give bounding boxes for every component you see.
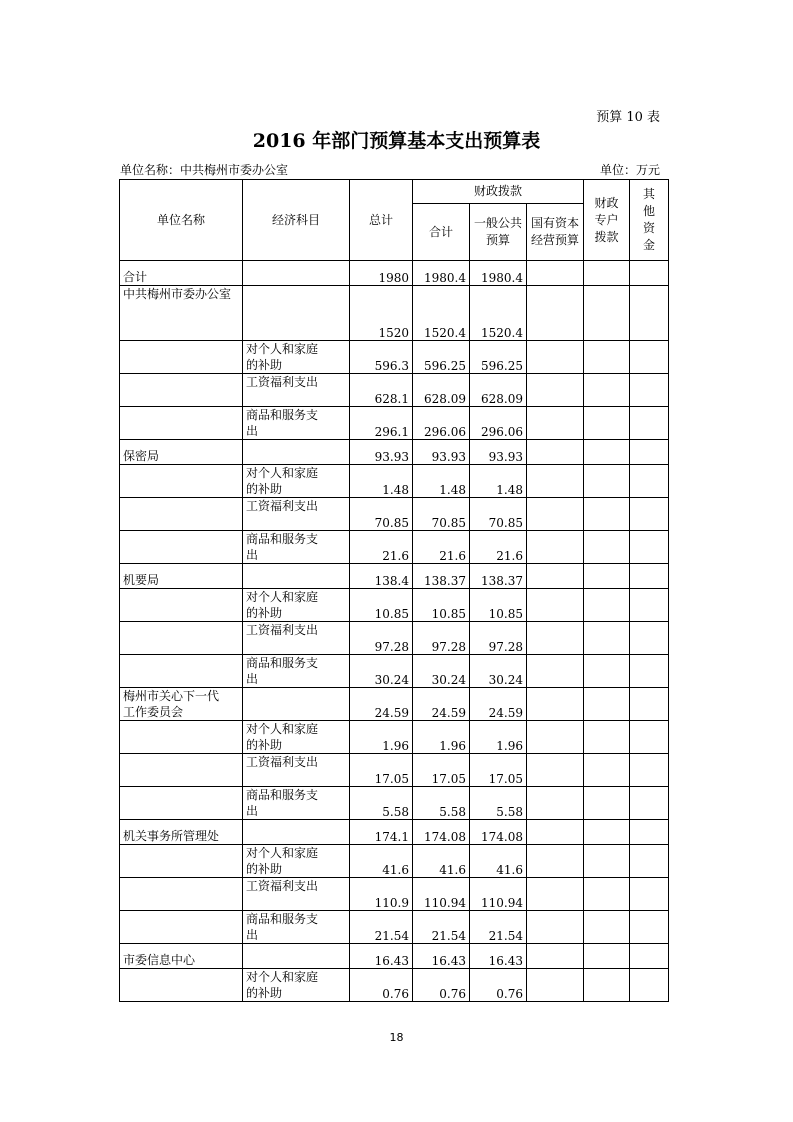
general-budget-cell: 628.09 bbox=[470, 374, 527, 407]
total-cell: 21.54 bbox=[350, 911, 413, 944]
subtotal-cell: 16.43 bbox=[413, 944, 470, 969]
economic-item-cell: 商品和服务支出 bbox=[243, 787, 350, 820]
other-funds-cell bbox=[630, 407, 669, 440]
economic-item-cell bbox=[243, 944, 350, 969]
economic-item-cell bbox=[243, 440, 350, 465]
state-capital-cell bbox=[527, 498, 584, 531]
total-cell: 1980 bbox=[350, 261, 413, 286]
other-funds-cell bbox=[630, 820, 669, 845]
total-cell: 1520 bbox=[350, 286, 413, 341]
unit-name-cell bbox=[120, 465, 243, 498]
unit-name-cell: 保密局 bbox=[120, 440, 243, 465]
economic-item-cell: 工资福利支出 bbox=[243, 754, 350, 787]
unit-name-cell bbox=[120, 374, 243, 407]
special-account-cell bbox=[584, 407, 630, 440]
subtotal-cell: 24.59 bbox=[413, 688, 470, 721]
table-row bbox=[120, 721, 669, 754]
other-funds-cell bbox=[630, 622, 669, 655]
state-capital-cell bbox=[527, 688, 584, 721]
subtotal-cell: 97.28 bbox=[413, 622, 470, 655]
table-row bbox=[120, 911, 669, 944]
total-cell: 174.1 bbox=[350, 820, 413, 845]
other-funds-cell bbox=[630, 878, 669, 911]
table-row bbox=[120, 374, 669, 407]
state-capital-cell bbox=[527, 754, 584, 787]
state-capital-cell bbox=[527, 878, 584, 911]
table-row bbox=[120, 787, 669, 820]
economic-item-cell bbox=[243, 688, 350, 721]
total-cell: 97.28 bbox=[350, 622, 413, 655]
general-budget-cell: 1.48 bbox=[470, 465, 527, 498]
subtotal-cell: 628.09 bbox=[413, 374, 470, 407]
table-row bbox=[120, 688, 669, 721]
general-budget-cell: 1980.4 bbox=[470, 261, 527, 286]
general-budget-cell: 174.08 bbox=[470, 820, 527, 845]
special-account-cell bbox=[584, 754, 630, 787]
special-account-cell bbox=[584, 465, 630, 498]
unit-name-cell bbox=[120, 911, 243, 944]
economic-item-cell: 工资福利支出 bbox=[243, 878, 350, 911]
state-capital-cell bbox=[527, 286, 584, 341]
general-budget-cell: 97.28 bbox=[470, 622, 527, 655]
table-row bbox=[120, 944, 669, 969]
special-account-cell bbox=[584, 498, 630, 531]
state-capital-cell bbox=[527, 944, 584, 969]
subtotal-cell: 10.85 bbox=[413, 589, 470, 622]
state-capital-cell bbox=[527, 655, 584, 688]
state-capital-cell bbox=[527, 820, 584, 845]
economic-item-cell bbox=[243, 564, 350, 589]
unit-name-cell: 合计 bbox=[120, 261, 243, 286]
table-row bbox=[120, 845, 669, 878]
table-row bbox=[120, 407, 669, 440]
header-other-funds: 其他资金 bbox=[630, 180, 669, 261]
page-title: 2016 年部门预算基本支出预算表 bbox=[252, 130, 541, 152]
other-funds-cell bbox=[630, 261, 669, 286]
other-funds-cell bbox=[630, 286, 669, 341]
state-capital-cell bbox=[527, 374, 584, 407]
general-budget-cell: 70.85 bbox=[470, 498, 527, 531]
currency-unit-label: 单位：万元 bbox=[599, 163, 660, 177]
header-unit-name: 单位名称 bbox=[120, 180, 243, 261]
general-budget-cell: 16.43 bbox=[470, 944, 527, 969]
special-account-cell bbox=[584, 261, 630, 286]
general-budget-cell: 93.93 bbox=[470, 440, 527, 465]
other-funds-cell bbox=[630, 374, 669, 407]
economic-item-cell: 工资福利支出 bbox=[243, 374, 350, 407]
general-budget-cell: 30.24 bbox=[470, 655, 527, 688]
header-total: 总计 bbox=[350, 180, 413, 261]
state-capital-cell bbox=[527, 969, 584, 1002]
table-row bbox=[120, 440, 669, 465]
subtotal-cell: 0.76 bbox=[413, 969, 470, 1002]
economic-item-cell bbox=[243, 261, 350, 286]
special-account-cell bbox=[584, 374, 630, 407]
unit-name-cell bbox=[120, 878, 243, 911]
table-row bbox=[120, 754, 669, 787]
other-funds-cell bbox=[630, 688, 669, 721]
other-funds-cell bbox=[630, 589, 669, 622]
economic-item-cell: 对个人和家庭的补助 bbox=[243, 341, 350, 374]
table-row bbox=[120, 531, 669, 564]
subtotal-cell: 5.58 bbox=[413, 787, 470, 820]
header-fiscal-allocation: 财政拨款 bbox=[413, 180, 584, 204]
general-budget-cell: 596.25 bbox=[470, 341, 527, 374]
other-funds-cell bbox=[630, 655, 669, 688]
subtotal-cell: 1520.4 bbox=[413, 286, 470, 341]
table-row bbox=[120, 261, 669, 286]
header-economic-item: 经济科目 bbox=[243, 180, 350, 261]
unit-name-cell: 中共梅州市委办公室 bbox=[120, 286, 243, 341]
economic-item-cell bbox=[243, 286, 350, 341]
unit-name-cell bbox=[120, 407, 243, 440]
subtotal-cell: 17.05 bbox=[413, 754, 470, 787]
unit-name-cell bbox=[120, 531, 243, 564]
total-cell: 24.59 bbox=[350, 688, 413, 721]
state-capital-cell bbox=[527, 721, 584, 754]
other-funds-cell bbox=[630, 787, 669, 820]
general-budget-cell: 1520.4 bbox=[470, 286, 527, 341]
general-budget-cell: 24.59 bbox=[470, 688, 527, 721]
economic-item-cell: 对个人和家庭的补助 bbox=[243, 845, 350, 878]
subtotal-cell: 93.93 bbox=[413, 440, 470, 465]
table-row bbox=[120, 969, 669, 1002]
economic-item-cell: 商品和服务支出 bbox=[243, 911, 350, 944]
special-account-cell bbox=[584, 622, 630, 655]
total-cell: 1.96 bbox=[350, 721, 413, 754]
economic-item-cell: 对个人和家庭的补助 bbox=[243, 721, 350, 754]
subtotal-cell: 174.08 bbox=[413, 820, 470, 845]
table-row bbox=[120, 622, 669, 655]
economic-item-cell: 工资福利支出 bbox=[243, 498, 350, 531]
subtotal-cell: 21.6 bbox=[413, 531, 470, 564]
special-account-cell bbox=[584, 911, 630, 944]
total-cell: 596.3 bbox=[350, 341, 413, 374]
subtotal-cell: 596.25 bbox=[413, 341, 470, 374]
economic-item-cell: 商品和服务支出 bbox=[243, 531, 350, 564]
subtotal-cell: 1980.4 bbox=[413, 261, 470, 286]
other-funds-cell bbox=[630, 911, 669, 944]
table-row bbox=[120, 820, 669, 845]
unit-name-cell bbox=[120, 341, 243, 374]
table-row bbox=[120, 564, 669, 589]
general-budget-cell: 21.6 bbox=[470, 531, 527, 564]
page-number: 18 bbox=[389, 1031, 404, 1044]
subtotal-cell: 21.54 bbox=[413, 911, 470, 944]
general-budget-cell: 17.05 bbox=[470, 754, 527, 787]
state-capital-cell bbox=[527, 531, 584, 564]
total-cell: 10.85 bbox=[350, 589, 413, 622]
subtotal-cell: 138.37 bbox=[413, 564, 470, 589]
header-general-budget: 一般公共预算 bbox=[470, 204, 527, 261]
special-account-cell bbox=[584, 878, 630, 911]
unit-name-cell: 梅州市关心下一代工作委员会 bbox=[120, 688, 243, 721]
total-cell: 138.4 bbox=[350, 564, 413, 589]
economic-item-cell: 对个人和家庭的补助 bbox=[243, 969, 350, 1002]
total-cell: 628.1 bbox=[350, 374, 413, 407]
special-account-cell bbox=[584, 820, 630, 845]
header-subtotal: 合计 bbox=[413, 204, 470, 261]
state-capital-cell bbox=[527, 787, 584, 820]
special-account-cell bbox=[584, 531, 630, 564]
table-row bbox=[120, 589, 669, 622]
special-account-cell bbox=[584, 655, 630, 688]
state-capital-cell bbox=[527, 341, 584, 374]
total-cell: 0.76 bbox=[350, 969, 413, 1002]
other-funds-cell bbox=[630, 754, 669, 787]
unit-name-cell bbox=[120, 589, 243, 622]
unit-name-label: 单位名称：中共梅州市委办公室 bbox=[120, 163, 289, 177]
state-capital-cell bbox=[527, 589, 584, 622]
unit-name-cell bbox=[120, 969, 243, 1002]
state-capital-cell bbox=[527, 845, 584, 878]
total-cell: 110.9 bbox=[350, 878, 413, 911]
unit-name-cell bbox=[120, 721, 243, 754]
general-budget-cell: 10.85 bbox=[470, 589, 527, 622]
special-account-cell bbox=[584, 286, 630, 341]
total-cell: 70.85 bbox=[350, 498, 413, 531]
subtotal-cell: 30.24 bbox=[413, 655, 470, 688]
special-account-cell bbox=[584, 564, 630, 589]
subtotal-cell: 1.96 bbox=[413, 721, 470, 754]
total-cell: 16.43 bbox=[350, 944, 413, 969]
unit-name-cell: 机要局 bbox=[120, 564, 243, 589]
special-account-cell bbox=[584, 440, 630, 465]
economic-item-cell: 工资福利支出 bbox=[243, 622, 350, 655]
table-row bbox=[120, 498, 669, 531]
unit-name-cell: 机关事务所管理处 bbox=[120, 820, 243, 845]
state-capital-cell bbox=[527, 622, 584, 655]
special-account-cell bbox=[584, 787, 630, 820]
subtotal-cell: 41.6 bbox=[413, 845, 470, 878]
special-account-cell bbox=[584, 969, 630, 1002]
other-funds-cell bbox=[630, 845, 669, 878]
other-funds-cell bbox=[630, 721, 669, 754]
other-funds-cell bbox=[630, 498, 669, 531]
special-account-cell bbox=[584, 721, 630, 754]
table-row bbox=[120, 286, 669, 341]
other-funds-cell bbox=[630, 341, 669, 374]
other-funds-cell bbox=[630, 465, 669, 498]
general-budget-cell: 21.54 bbox=[470, 911, 527, 944]
total-cell: 1.48 bbox=[350, 465, 413, 498]
budget-table bbox=[119, 179, 669, 1002]
state-capital-cell bbox=[527, 407, 584, 440]
total-cell: 296.1 bbox=[350, 407, 413, 440]
special-account-cell bbox=[584, 944, 630, 969]
total-cell: 5.58 bbox=[350, 787, 413, 820]
table-row bbox=[120, 465, 669, 498]
other-funds-cell bbox=[630, 944, 669, 969]
total-cell: 93.93 bbox=[350, 440, 413, 465]
state-capital-cell bbox=[527, 564, 584, 589]
subtotal-cell: 70.85 bbox=[413, 498, 470, 531]
subtotal-cell: 296.06 bbox=[413, 407, 470, 440]
general-budget-cell: 0.76 bbox=[470, 969, 527, 1002]
unit-name-cell bbox=[120, 754, 243, 787]
unit-name-cell bbox=[120, 787, 243, 820]
unit-name-cell bbox=[120, 498, 243, 531]
unit-name-cell: 市委信息中心 bbox=[120, 944, 243, 969]
general-budget-cell: 296.06 bbox=[470, 407, 527, 440]
economic-item-cell bbox=[243, 820, 350, 845]
total-cell: 21.6 bbox=[350, 531, 413, 564]
state-capital-cell bbox=[527, 261, 584, 286]
table-row bbox=[120, 341, 669, 374]
special-account-cell bbox=[584, 845, 630, 878]
economic-item-cell: 商品和服务支出 bbox=[243, 655, 350, 688]
economic-item-cell: 对个人和家庭的补助 bbox=[243, 589, 350, 622]
other-funds-cell bbox=[630, 531, 669, 564]
state-capital-cell bbox=[527, 465, 584, 498]
total-cell: 41.6 bbox=[350, 845, 413, 878]
table-number-note: 预算 10 表 bbox=[596, 110, 660, 125]
subtotal-cell: 1.48 bbox=[413, 465, 470, 498]
general-budget-cell: 138.37 bbox=[470, 564, 527, 589]
other-funds-cell bbox=[630, 564, 669, 589]
total-cell: 17.05 bbox=[350, 754, 413, 787]
special-account-cell bbox=[584, 589, 630, 622]
table-row bbox=[120, 655, 669, 688]
state-capital-cell bbox=[527, 911, 584, 944]
header-state-capital-budget: 国有资本经营预算 bbox=[527, 204, 584, 261]
special-account-cell bbox=[584, 341, 630, 374]
other-funds-cell bbox=[630, 969, 669, 1002]
general-budget-cell: 1.96 bbox=[470, 721, 527, 754]
total-cell: 30.24 bbox=[350, 655, 413, 688]
general-budget-cell: 110.94 bbox=[470, 878, 527, 911]
economic-item-cell: 商品和服务支出 bbox=[243, 407, 350, 440]
unit-name-cell bbox=[120, 845, 243, 878]
other-funds-cell bbox=[630, 440, 669, 465]
subtotal-cell: 110.94 bbox=[413, 878, 470, 911]
special-account-cell bbox=[584, 688, 630, 721]
economic-item-cell: 对个人和家庭的补助 bbox=[243, 465, 350, 498]
header-special-account: 财政专户拨款 bbox=[584, 180, 630, 261]
table-row bbox=[120, 878, 669, 911]
general-budget-cell: 5.58 bbox=[470, 787, 527, 820]
unit-name-cell bbox=[120, 622, 243, 655]
unit-name-cell bbox=[120, 655, 243, 688]
state-capital-cell bbox=[527, 440, 584, 465]
general-budget-cell: 41.6 bbox=[470, 845, 527, 878]
